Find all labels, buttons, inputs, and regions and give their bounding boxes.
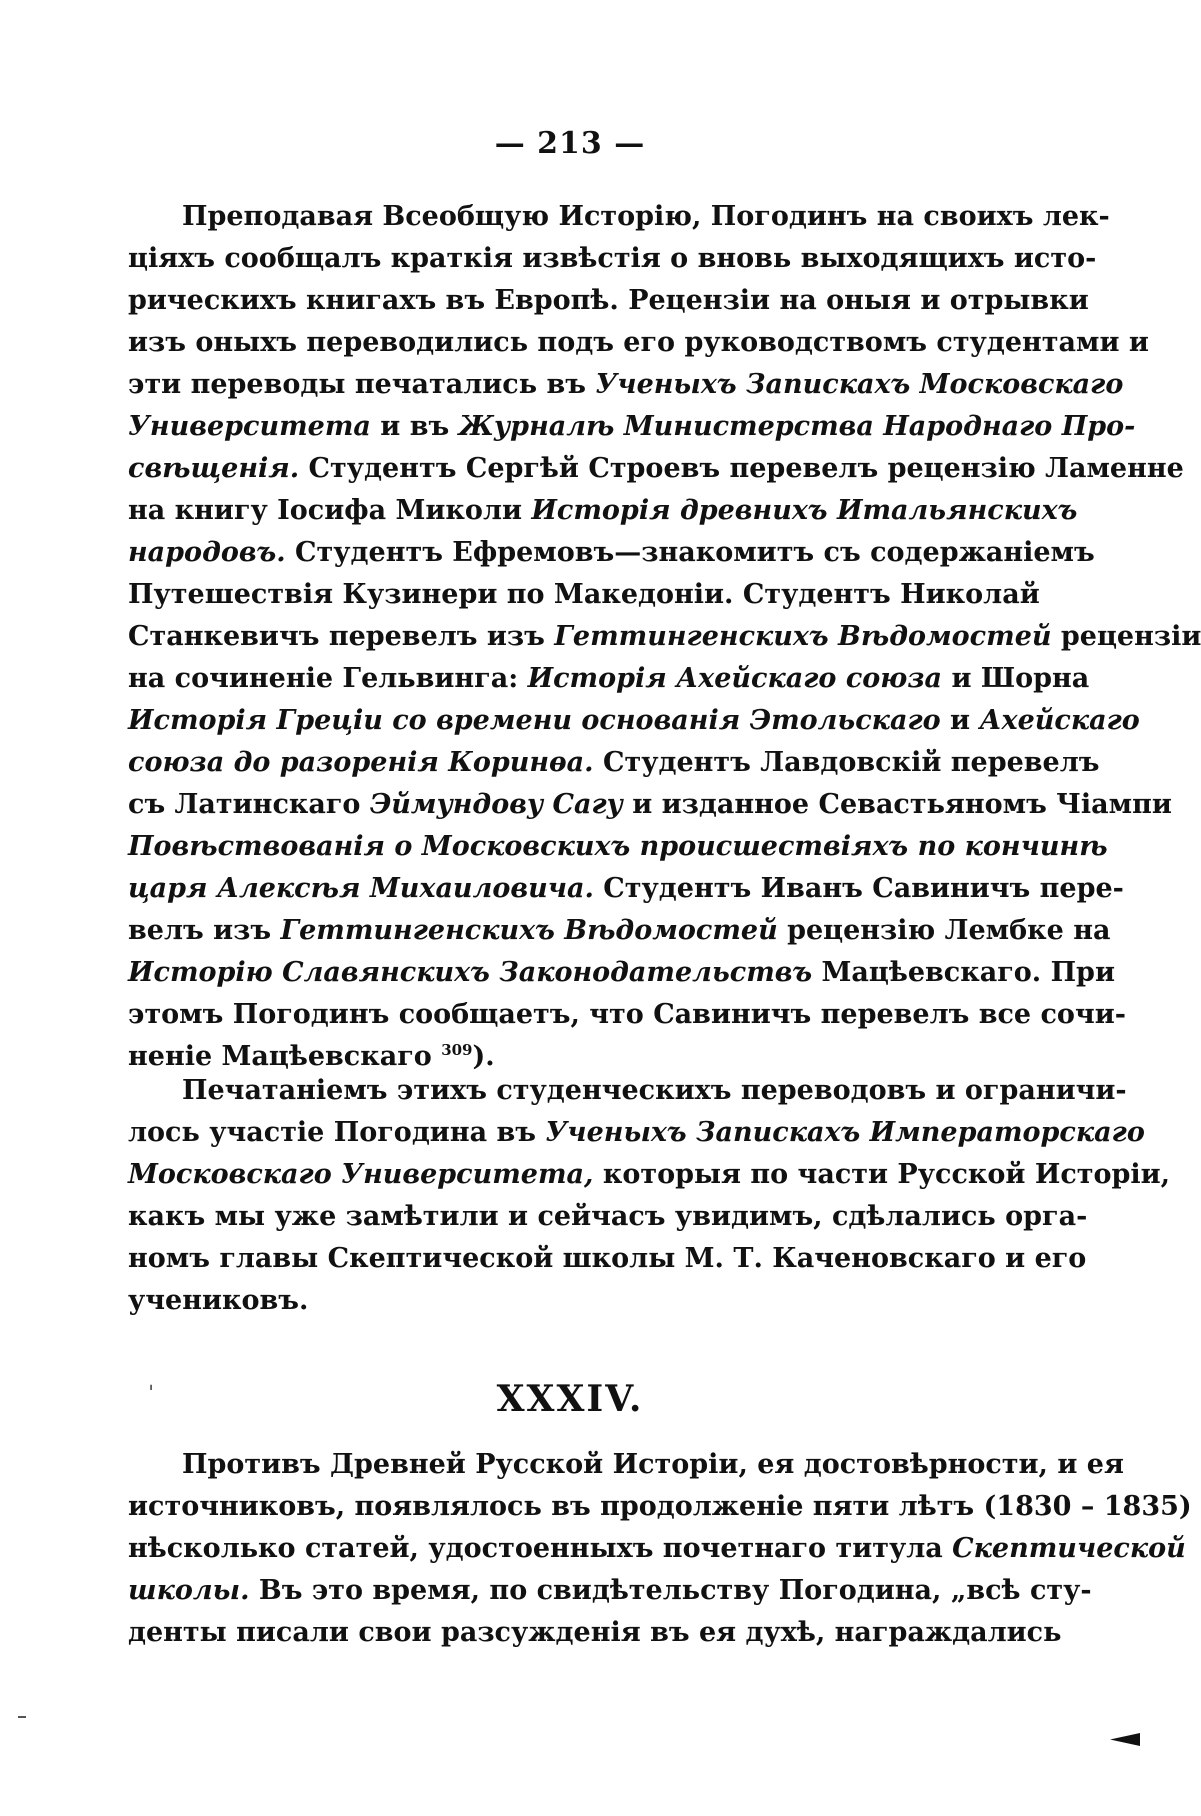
paragraph-2	[128, 1070, 1171, 1322]
text-line: народовъ. Студентъ Ефремовъ—знакомитъ съ содержаніемъ	[128, 537, 1095, 568]
section-heading: XXXIV.	[496, 1378, 644, 1420]
text-line: источниковъ, появлялось въ продолженіе пяти лѣтъ (1830 – 1835)	[128, 1491, 1192, 1522]
text-line: нѣсколько статей, удостоенныхъ почетнаго титула Скептической	[128, 1533, 1186, 1564]
text-line: ціяхъ сообщалъ краткія извѣстія о вновь выходящихъ исто-	[128, 243, 1097, 274]
text-line: Московскаго Университета, которыя по части Русской Исторіи,	[128, 1159, 1171, 1190]
text-line: лось участіе Погодина въ Ученыхъ Запискахъ Императорскаго	[128, 1117, 1145, 1148]
text-line: этомъ Погодинъ сообщаетъ, что Савиничъ перевелъ все сочи-	[128, 999, 1126, 1030]
stray-mark: ˌ	[148, 1368, 155, 1393]
text-line: эти переводы печатались въ Ученыхъ Запискахъ Московскаго	[128, 369, 1124, 400]
text-line: Печатаніемъ этихъ студенческихъ переводовъ и ограничи-	[182, 1075, 1127, 1106]
margin-dash	[18, 1716, 26, 1718]
text-line: царя Алексѣя Михаиловича. Студентъ Иванъ Савиничъ пере-	[128, 873, 1124, 904]
page-edge-arrow-icon	[1110, 1733, 1140, 1746]
text-line: Исторія Греціи со времени основанія Этольскаго и Ахейскаго	[128, 705, 1140, 736]
text-line: союза до разоренія Коринѳа. Студентъ Лавдовскій перевелъ	[128, 747, 1100, 778]
text-line: на книгу Іосифа Миколи Исторія древнихъ Итальянскихъ	[128, 495, 1078, 526]
text-line: свѣщенія. Студентъ Сергѣй Строевъ перевелъ рецензію Ламенне	[128, 453, 1184, 484]
text-line: Станкевичъ перевелъ изъ Геттингенскихъ Вѣдомостей рецензіи	[128, 621, 1201, 652]
text-line: велъ изъ Геттингенскихъ Вѣдомостей рецензію Лембке на	[128, 915, 1111, 946]
text-line: рическихъ книгахъ въ Европѣ. Рецензіи на оныя и отрывки	[128, 285, 1089, 316]
text-line: изъ оныхъ переводились подъ его руководствомъ студентами и	[128, 327, 1149, 358]
text-line: Повѣствованія о Московскихъ происшествіяхъ по кончинѣ	[128, 831, 1108, 862]
paragraph-1	[128, 196, 1201, 1078]
text-line: съ Латинскаго Эймундову Сагу и изданное Севастьяномъ Чіампи	[128, 789, 1172, 820]
text-line: денты писали свои разсужденія въ ея духѣ, награждались	[128, 1617, 1062, 1648]
text-line: Преподавая Всеобщую Исторію, Погодинъ на своихъ лек-	[182, 201, 1110, 232]
text-line: Университета и въ Журналѣ Министерства Народнаго Про-	[128, 411, 1136, 442]
text-line: неніе Мацѣевскаго $^{309}$).	[128, 1041, 495, 1072]
page-number: — 213 —	[494, 126, 646, 161]
text-line: Противъ Древней Русской Исторіи, ея достовѣрности, и ея	[182, 1449, 1124, 1480]
text-line: номъ главы Скептической школы М. Т. Каченовскаго и его	[128, 1243, 1087, 1274]
text-line: школы. Въ это время, по свидѣтельству Погодина, „всѣ сту-	[128, 1575, 1092, 1606]
text-line: какъ мы уже замѣтили и сейчасъ увидимъ, сдѣлались орга-	[128, 1201, 1088, 1232]
text-line: Исторію Славянскихъ Законодательствъ Мацѣевскаго. При	[128, 957, 1115, 988]
text-line: Путешествія Кузинери по Македоніи. Студентъ Николай	[128, 579, 1040, 610]
text-line: на сочиненіе Гельвинга: Исторія Ахейскаго союза и Шорна	[128, 663, 1090, 694]
text-line: учениковъ.	[128, 1285, 309, 1316]
paragraph-3	[128, 1444, 1192, 1654]
